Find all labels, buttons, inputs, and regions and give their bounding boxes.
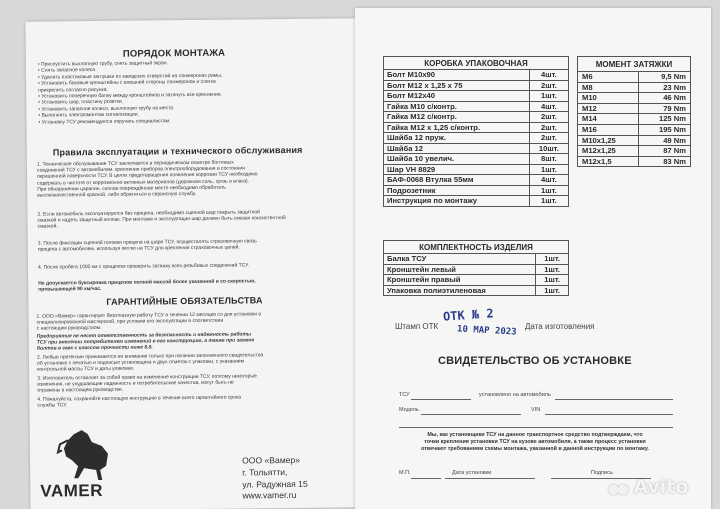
manufacture-date-label: Дата изготовления (525, 322, 595, 331)
table-row (578, 114, 691, 125)
row-item: Инструкция по монтажу (384, 196, 530, 207)
row-item: Упаковка полиэтиленовая (384, 285, 536, 296)
table-row (384, 122, 569, 133)
torque-title: МОМЕНТ ЗАТЯЖКИ (578, 57, 691, 72)
row-value: 46 Nm (639, 93, 691, 104)
row-value: 2шт. (529, 80, 568, 91)
product-set-title: КОМПЛЕКТНОСТЬ ИЗДЕЛИЯ (384, 241, 569, 254)
packing-rows (384, 70, 569, 207)
warranty-p3: 3. Изготовитель оставляет за собой право на изменение конструкции ТСУ, поэтому некоторые изменения, не ухудшающие надежность и потребительские качества, могут быть не отражены в настоящем руководстве. (37, 373, 257, 395)
row-item: М6 (578, 72, 639, 83)
table-row (384, 143, 569, 154)
company-address (242, 455, 308, 503)
warranty-p1: 1. ООО «Вамер» гарантирует безотказную работу ТСУ в течении 12 месяцев со дня установки в специализированной мастерской, при условии его эксплуатации в соответствии с настоящим руководством. (36, 311, 262, 333)
cert-date-line (445, 478, 535, 479)
row-item: Шайба 12 (384, 143, 530, 154)
table-row (384, 91, 569, 102)
cert-car-line (555, 399, 673, 400)
cert-install-date-label: Дата установки (452, 470, 492, 476)
cert-mp-label: М.П. (399, 470, 411, 476)
otk-stamp: ОТК № 2 (442, 306, 495, 324)
logo-text: VAMER (40, 480, 104, 501)
certificate-title: СВИДЕТЕЛЬСТВО ОБ УСТАНОВКЕ (438, 355, 632, 367)
cert-model-label: Модель (399, 407, 419, 413)
row-item: М10х1,25 (578, 135, 639, 146)
row-item: М14 (578, 114, 639, 125)
table-row (384, 70, 569, 81)
row-value: 1шт. (536, 285, 569, 296)
row-item: Болт М12 х 1,25 х 75 (384, 80, 530, 91)
table-row (384, 154, 569, 165)
row-item: Шайба 12 пруж. (384, 133, 530, 144)
cert-vin-label: VIN (531, 407, 541, 413)
cert-blank-line (399, 427, 673, 428)
company-city: г. Тольятти, (242, 466, 288, 478)
horse-logo-icon (44, 426, 125, 487)
table-row (578, 135, 691, 146)
row-value: 10шт. (529, 143, 568, 154)
torque-rows (578, 72, 691, 167)
table-row (384, 264, 569, 275)
row-value: 8шт. (529, 154, 568, 165)
row-value: 1шт. (536, 275, 569, 286)
row-item: Гайка М10 с/контр. (384, 101, 530, 112)
table-row (384, 112, 569, 123)
row-item: Кронштейн правый (384, 275, 536, 286)
row-item: М10 (578, 93, 639, 104)
row-item: М12х1,25 (578, 146, 639, 157)
row-item: Болт М12х40 (384, 91, 530, 102)
cert-confirmation: Мы, как установщики ТСУ на данное транспортное средство подтверждаем, что точки крепления установки ТСУ на кузове автомобиля, а также процесс установки отвечают требованиям схемы монтажа, указанной в данной инструкции по монтажу. (421, 432, 649, 453)
row-value: 4шт. (529, 175, 568, 186)
company-site: www.vamer.ru (242, 490, 297, 501)
operation-p1: 1. Техническое обслуживание ТСУ заключается в периодическом осмотре болтовых соединений ТСУ с автомобилем, крепления приборов электрооборудования и состояния окрашенной поверхности ТСУ. В целях предотвращения появления коррозии ТСУ необходимо содержать в чистоте от коррозионно-активных материалов (дорожная соль, грязь и влага). При обнаружении царапин, сколов повреждённое место необходимо обработать высококачественной краской, либо обратиться в сервисную службу. (36, 159, 258, 199)
company-street: ул. Радужная 15 (242, 478, 308, 490)
table-row (384, 164, 569, 175)
row-item: Болт М10х90 (384, 70, 530, 81)
row-value: 4шт. (529, 70, 568, 81)
table-row (384, 80, 569, 91)
otk-label: Штамп ОТК (395, 322, 439, 331)
row-item: БАФ-0068 Втулка 55мм (384, 175, 530, 186)
table-row (578, 72, 691, 83)
row-value: 1шт. (529, 196, 568, 207)
table-row (578, 156, 691, 167)
row-item: Кронштейн левый (384, 264, 536, 275)
cert-tsu-label: ТСУ (399, 392, 410, 398)
row-item: Шайба 10 увелич. (384, 154, 530, 165)
otk-stamp-date: 10 МАР 2023 (456, 324, 517, 338)
company-name: ООО «Вамер» (242, 454, 301, 466)
row-value: 2шт. (529, 133, 568, 144)
operation-warning: Не допускается буксировка прицепов полной массой более указанной и со скоростью, превышающей 90 км/час. (38, 278, 256, 293)
row-item: Шар VH 8829 (384, 164, 530, 175)
warranty-p2: 2. Любые претензии принимаются во внимание только при наличии заполненного свидетельства об установке с печатью и подписью установщика и двух отметок с упаковки, с указанием контрольной массы ТСУ и даты упаковки. (36, 352, 264, 374)
row-value: 87 Nm (639, 146, 691, 157)
row-item: М8 (578, 82, 639, 93)
row-value: 1шт. (529, 91, 568, 102)
row-value: 1шт. (536, 264, 569, 275)
warranty-p1b: Предприятие не несет ответственность за безопасность и надежность работы ТСУ при внесении потребителем изменений в его конструкцию, а также при замене болтов в гаек с классом прочности ниже 8.8. (36, 331, 255, 353)
avito-dots-icon: ●● (608, 482, 627, 497)
row-value: 1шт. (529, 185, 568, 196)
row-value: 9,5 Nm (639, 72, 691, 83)
table-row (384, 196, 569, 207)
row-item: М12х1,5 (578, 156, 639, 167)
table-row (384, 175, 569, 186)
row-value: 23 Nm (639, 82, 691, 93)
row-value: 195 Nm (639, 124, 691, 135)
installation-title: ПОРЯДОК МОНТАЖА (122, 47, 226, 60)
cert-mp-line (411, 478, 441, 479)
table-row (578, 146, 691, 157)
row-value: 1шт. (529, 164, 568, 175)
table-row (578, 103, 691, 114)
table-row (384, 185, 569, 196)
cert-tsu-line (411, 399, 471, 400)
product-set-table (383, 240, 569, 296)
row-value: 2шт. (529, 122, 568, 133)
row-item: Гайка М12 х 1,25 с/контр. (384, 122, 530, 133)
set-rows (384, 254, 569, 296)
row-value: 4шт. (529, 101, 568, 112)
cert-vin-line (545, 414, 673, 415)
table-row (384, 101, 569, 112)
row-value: 2шт. (529, 112, 568, 123)
packing-box-title: КОРОБКА УПАКОВОЧНАЯ (384, 57, 569, 70)
installation-steps: • Приспустить выхлопную трубу, снять защитный экран. • Снять запасное колесо. • Удалить пластиковые заглушки из заводских отверстий на лонжеронах рамы. • Установить боковые кронштейны с внешней стороны лонжеронов и слегка прикрепить согласно рисунка. • Установить поперечную балку между кронштейнов и затянуть все крепления. • Установить шар, пластину розетки. • Установить запасное колесо, выхлопную трубу на место. • Выполнить электромонтаж сигнализации. • Установку ТСУ рекомендуется поручать специалистам. (37, 60, 223, 126)
table-row (384, 275, 569, 286)
table-row (384, 133, 569, 144)
avito-watermark: ●● Avito (608, 476, 689, 498)
cert-model-line (421, 414, 521, 415)
warranty-title: ГАРАНТИЙНЫЕ ОБЯЗАТЕЛЬСТВА (106, 295, 263, 307)
row-value: 79 Nm (639, 103, 691, 114)
row-item: Гайка М12 с/контр. (384, 112, 530, 123)
row-item: Балка ТСУ (384, 254, 536, 265)
operation-title: Правила эксплуатации и технического обслуживания (52, 144, 303, 158)
row-item: М16 (578, 124, 639, 135)
table-row (384, 254, 569, 265)
row-value: 83 Nm (639, 156, 691, 167)
row-value: 125 Nm (639, 114, 691, 125)
operation-p2: 2. Если автомобиль эксплуатируется без прицепа, необходимо сцепной шар покрыть защитной смазкой и надеть защитный колпак. При монтаже и эксплуатации шар должен быть смазан консистентной смазкой. (37, 209, 286, 231)
operation-p3: 3. После фиксации сцепной головки прицепа на шаре ТСУ, осуществлять страховочную связь прицепа с автомобилем, используя петлю на ТСУ для крепления страховочных цепей. (37, 238, 257, 253)
left-sheet (25, 18, 360, 509)
row-item: М12 (578, 103, 639, 114)
table-row (578, 124, 691, 135)
cert-signature-label: Подпись (591, 470, 613, 476)
cert-installed-label: установлено на автомобиль (479, 392, 551, 398)
operation-p4: 4. После пробега 1000 км с прицепом проверить затяжку всех резьбовых соединений ТСУ. (37, 262, 250, 271)
table-row (578, 93, 691, 104)
table-row (384, 285, 569, 296)
torque-table (577, 56, 691, 167)
row-value: 1шт. (536, 254, 569, 265)
row-item: Подрозетник (384, 185, 530, 196)
row-value: 49 Nm (639, 135, 691, 146)
right-sheet (355, 8, 711, 509)
packing-box-table (383, 56, 569, 207)
table-row (578, 82, 691, 93)
warranty-p4: 4. Пожалуйста, сохраняйте настоящую инструкцию в течение всего гарантийного срока службы ТСУ. (37, 394, 242, 409)
